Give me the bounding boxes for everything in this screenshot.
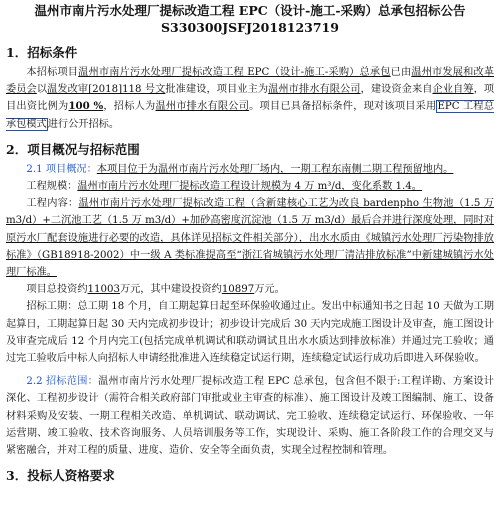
total-investment: 11003	[87, 284, 120, 296]
project-overview: 2.1 项目概况：本项目位于为温州市南片污水处理厂场内，一期工程东南侧二期工程预留地内。	[26, 163, 454, 175]
investment-ratio: 100 %	[68, 100, 104, 113]
title-line-1: 温州市南片污水处理厂提标改造工程 EPC（设计-施工-采购）总承包招标公告	[34, 3, 466, 18]
section-1-heading: 1．招标条件	[6, 45, 78, 60]
approver: 温州市发展和改革委员会	[6, 67, 495, 96]
approval-doc-number: 温发改审[2018]118 号文	[47, 84, 166, 96]
tenderer: 温州市排水有限公司	[155, 101, 250, 113]
section-2-heading: 2．项目概况与招标范围	[6, 141, 140, 157]
announcement-title	[6, 2, 494, 36]
project-scale: 工程规模：温州市南片污水处理厂提标改造工程设计规模为 4 万 m³/d，变化系数 1.4。	[26, 181, 422, 193]
section-3-heading: 3．投标人资格要求	[6, 468, 115, 484]
tender-scope: 2.2 招标范围：温州市南片污水处理厂提标改造工程 EPC 总承包，包含但不限于:工程详勘、方案设计深化、工程初步设计（需符合相关政府部门审批或业主审查的标准）、施工图设计及竣工图编制、施工、设备材料采购及安装、一期工程相关改造、单机调试、联动调试、完工验收、连续稳定试运行、环保验收、一年运营期、竣工验收、技术咨询服务、人员培训服务等工作，实现设计、采购、施工各阶段工作的合理交叉与紧密融合，并对工程的质量、进度、造价、安全等全面负责，实现全过程控制和管理。	[6, 376, 494, 457]
title-line-2: S330300JSFJ2018123719	[161, 20, 339, 35]
project-investment: 项目总投资约11003万元，其中建设投资约10897万元。	[26, 284, 285, 296]
tender-duration: 招标工期：总工期 18 个月，自工期起算日起至环保验收通过止。发出中标通知书之日起 10 天做为工期起算日，工期起算日起 30 天内完成初步设计；初步设计完成后 30 天内完成施工图设计及审查，施工图设计及审查完成后 12 个月内完工(包括完成单机调试和联动调试且出水水质达到排放标准）并通过完工验收；通过完工验收后中标人向招标人申请经批准进入连续稳定试运行期，连续稳定试运行成功后即进入环保验收。	[6, 301, 494, 365]
construction-investment: 10897	[221, 284, 255, 296]
fund-source: 企业自筹	[432, 84, 474, 96]
project-name: 温州市南片污水处理厂提标改造工程 EPC（设计-施工-采购）总承包	[78, 67, 391, 78]
procurement-mode: EPC 工程总承包模式	[6, 101, 495, 130]
project-content: 工程内容：温州市南片污水处理厂提标改造工程（含新建核心工艺为改良 bardenpho 生物池（1.5 万 m3/d）+二沉池工艺（1.5 万 m3/d）+加砂高密度沉淀池（1.5 万 m3/d）最后合并进行深度处理，同时对原污水厂配套设施进行必要的改造，具体详见招标文件相关部分），出水水质由《城镇污水处理厂污染物排放标准》（GB18918-2002）中一级 A 类标准提高至“浙江省城镇污水处理厂清洁排放标准”中新建城镇污水处理厂标准。	[6, 198, 494, 279]
section-1-paragraph: 本招标项目温州市南片污水处理厂提标改造工程 EPC（设计-施工-采购）总承包已由温州市发展和改革委员会以温发改审[2018]118 号文批准建设，项目业主为温州市排水有限公司，建设资金来自企业自筹，项目出资比例为100 %，招标人为温州市排水有限公司。项目已具备招标条件，现对该项目采用EPC 工程总承包模式进行公开招标。	[6, 67, 495, 130]
project-owner: 温州市排水有限公司	[268, 84, 361, 96]
